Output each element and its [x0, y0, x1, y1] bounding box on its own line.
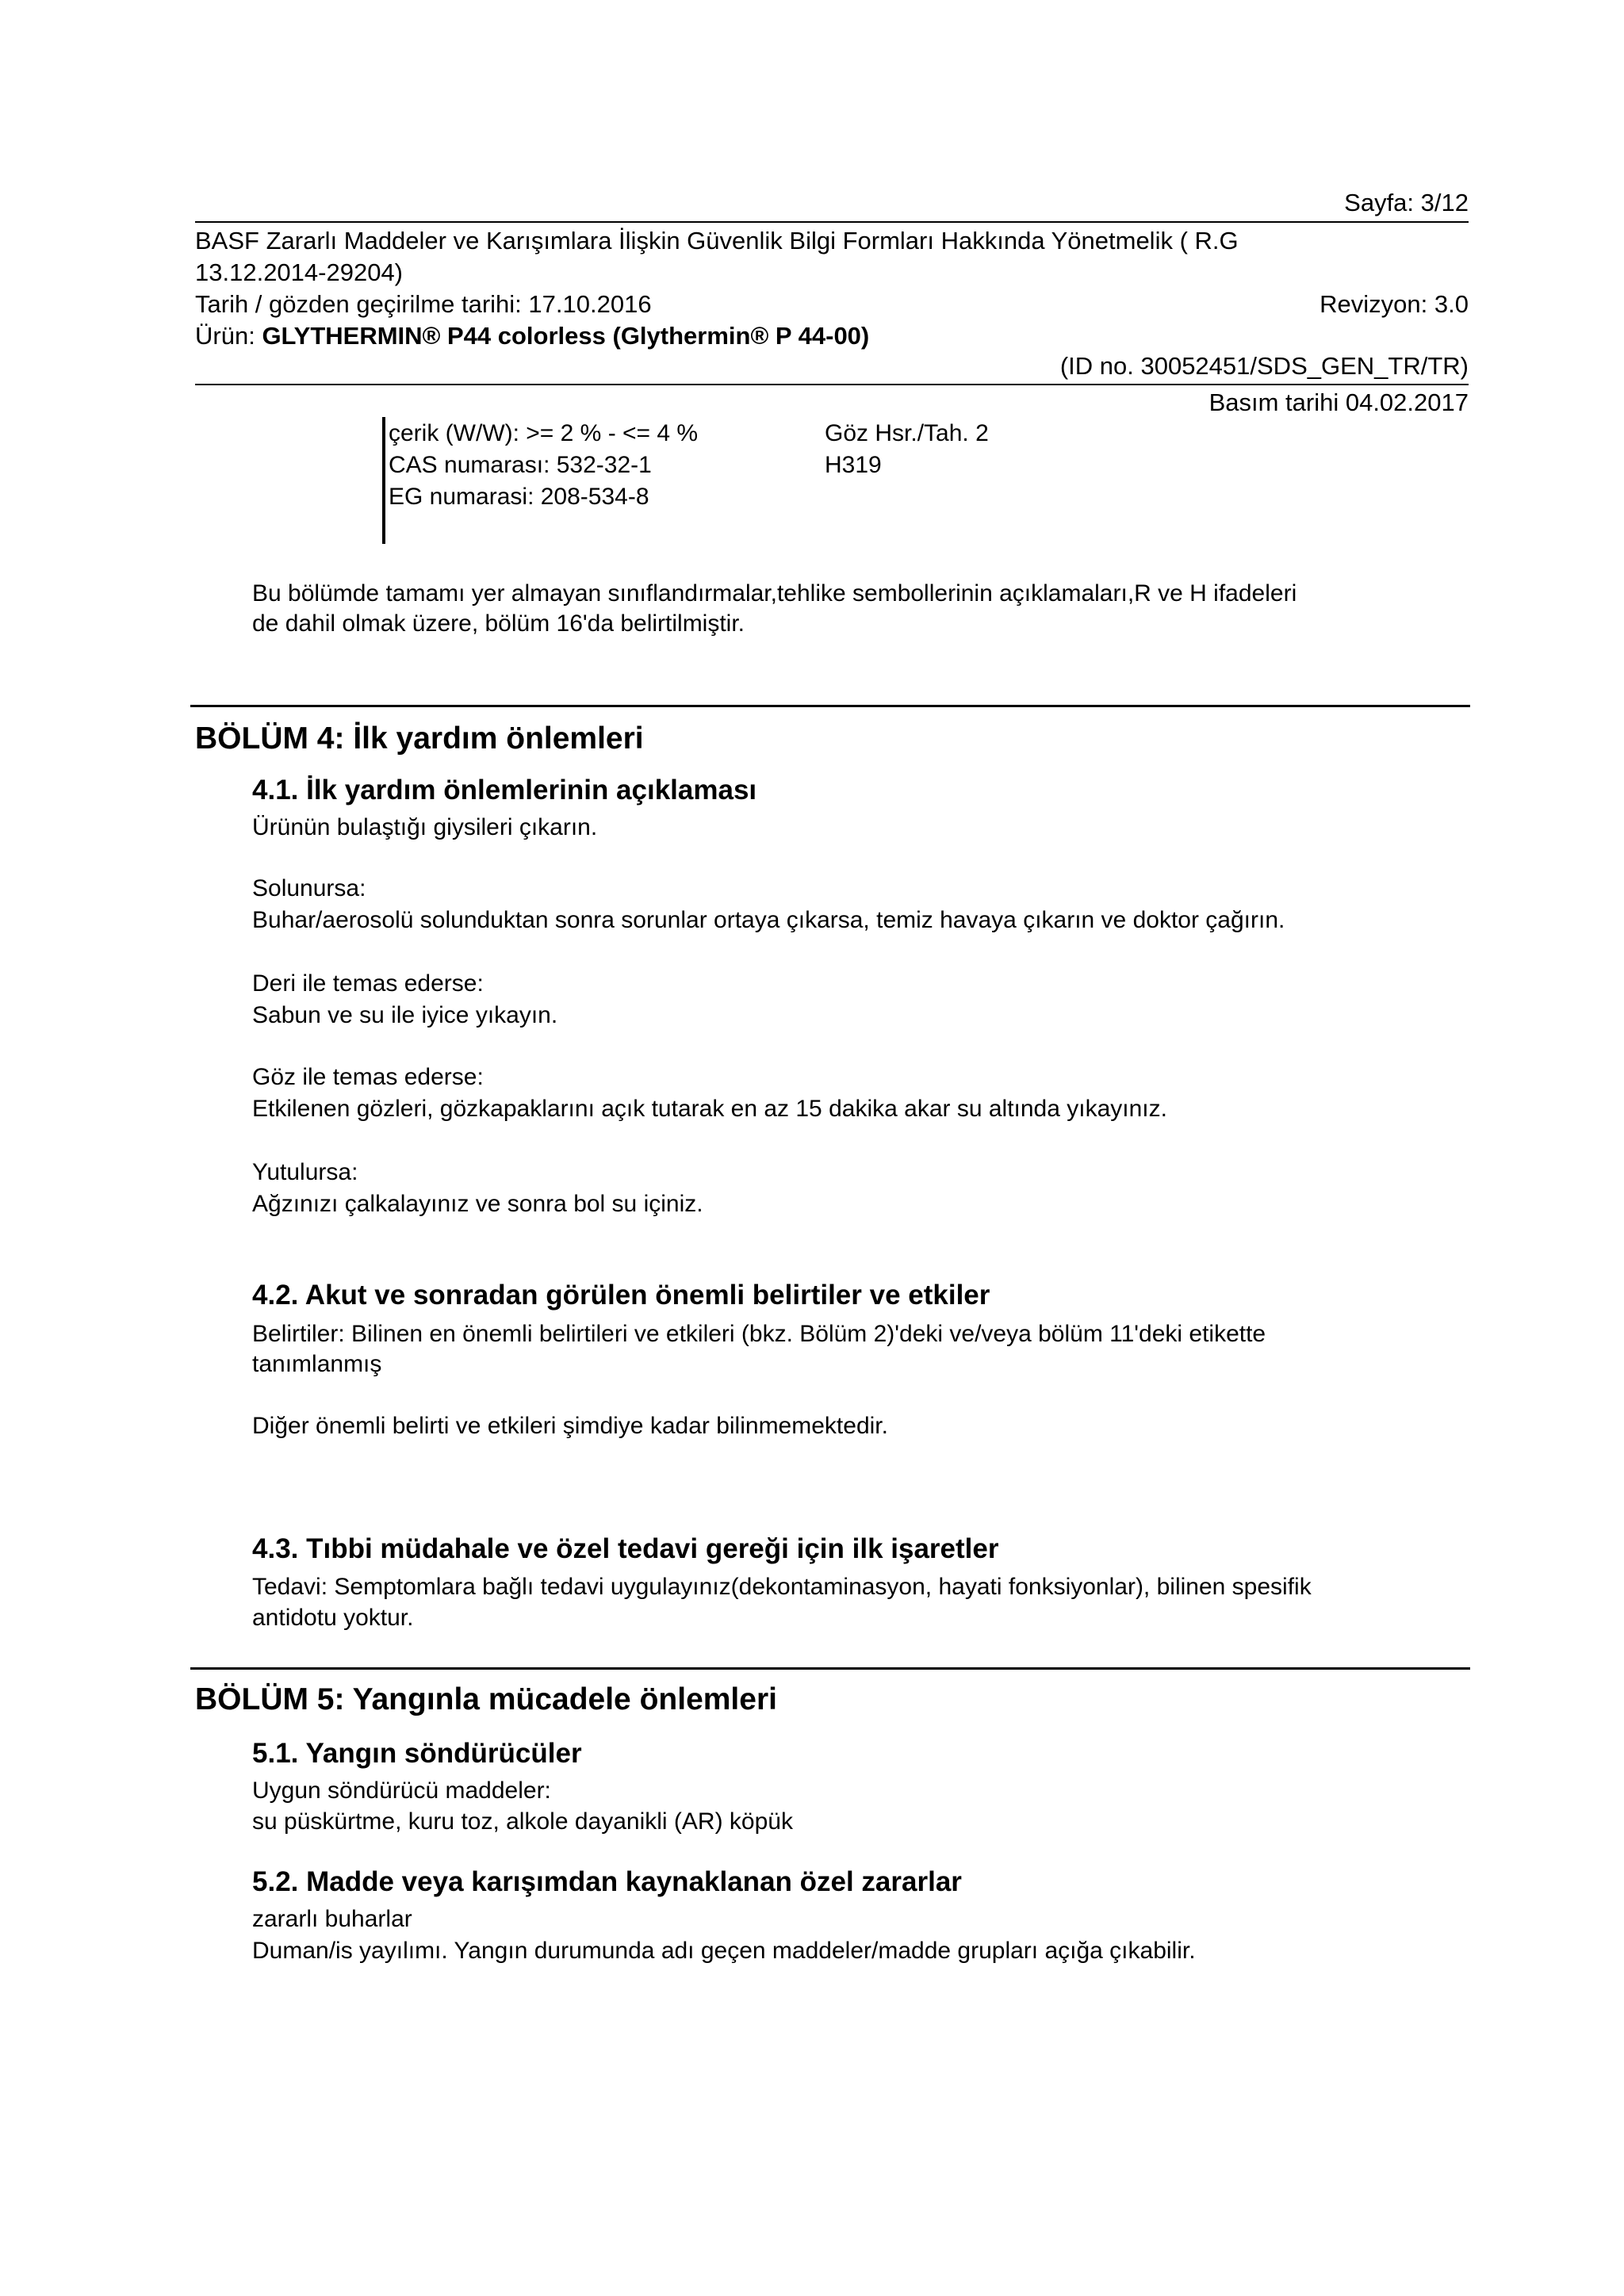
s42-line-2: tanımlanmış: [252, 1351, 382, 1377]
product-label: Ürün:: [195, 322, 255, 350]
s42-title: 4.2. Akut ve sonradan görülen önemli belirtiler ve etkiler: [252, 1280, 990, 1311]
id-number: (ID no. 30052451/SDS_GEN_TR/TR): [1059, 352, 1469, 380]
s52-line-1: zararlı buharlar: [252, 1906, 412, 1932]
note-line-1: Bu bölümde tamamı yer almayan sınıflandırmalar,tehlike sembollerinin açıklamaları,R ve H ifadeleri: [252, 580, 1297, 607]
component-bar: [382, 417, 385, 544]
component-eg: EG numarasi: 208-534-8: [389, 484, 649, 510]
s41-skin-text: Sabun ve su ile iyice yıkayın.: [252, 1002, 558, 1028]
s41-intro: Ürünün bulaştığı giysileri çıkarın.: [252, 814, 598, 840]
revision-date: Tarih / gözden geçirilme tarihi: 17.10.2016: [195, 290, 652, 318]
revision-number: Revizyon: 3.0: [1320, 290, 1469, 318]
section5-title: BÖLÜM 5: Yangınla mücadele önlemleri: [195, 1682, 777, 1716]
s52-title: 5.2. Madde veya karışımdan kaynaklanan özel zararlar: [252, 1866, 962, 1897]
product-name: GLYTHERMIN® P44 colorless (Glythermin® P 44-00): [262, 322, 870, 350]
s41-skin-label: Deri ile temas ederse:: [252, 970, 484, 997]
s41-swallow-text: Ağzınızı çalkalayınız ve sonra bol su içiniz.: [252, 1191, 703, 1217]
s42-other: Diğer önemli belirti ve etkileri şimdiye kadar bilinmemektedir.: [252, 1413, 888, 1439]
component-cas: CAS numarası: 532-32-1: [389, 452, 652, 478]
s43-line-2: antidotu yoktur.: [252, 1605, 414, 1631]
s52-line-2: Duman/is yayılımı. Yangın durumunda adı geçen maddeler/madde grupları açığa çıkabilir.: [252, 1938, 1196, 1964]
s42-line-1: Belirtiler: Bilinen en önemli belirtileri ve etkileri (bkz. Bölüm 2)'deki ve/veya bölüm 11'deki etikette: [252, 1321, 1266, 1347]
page-number: Sayfa: 3/12: [1344, 189, 1469, 216]
s41-inhale-text: Buhar/aerosolü solunduktan sonra sorunlar ortaya çıkarsa, temiz havaya çıkarın ve doktor çağırın.: [252, 907, 1285, 933]
s41-eye-label: Göz ile temas ederse:: [252, 1064, 484, 1090]
s51-text: su püskürtme, kuru toz, alkole dayanikli (AR) köpük: [252, 1808, 793, 1835]
note-line-2: de dahil olmak üzere, bölüm 16'da belirtilmiştir.: [252, 610, 745, 637]
regulation-line-2: 13.12.2014-29204): [195, 258, 404, 286]
header-rule-top: [195, 221, 1469, 223]
s41-eye-text: Etkilenen gözleri, gözkapaklarını açık tutarak en az 15 dakika akar su altında yıkayınız.: [252, 1096, 1167, 1122]
s41-swallow-label: Yutulursa:: [252, 1159, 358, 1185]
section4-title: BÖLÜM 4: İlk yardım önlemleri: [195, 721, 644, 756]
s41-title: 4.1. İlk yardım önlemlerinin açıklaması: [252, 775, 757, 806]
s43-title: 4.3. Tıbbi müdahale ve özel tedavi gereği için ilk işaretler: [252, 1533, 999, 1564]
section4-rule: [190, 705, 1470, 707]
s51-title: 5.1. Yangın söndürücüler: [252, 1738, 582, 1769]
s43-line-1: Tedavi: Semptomlara bağlı tedavi uygulayınız(dekontaminasyon, hayati fonksiyonlar), bilinen spesifik: [252, 1574, 1312, 1600]
header-rule-bottom: [195, 384, 1469, 385]
print-date: Basım tarihi 04.02.2017: [1208, 388, 1469, 416]
section5-rule: [190, 1667, 1470, 1670]
s51-label: Uygun söndürücü maddeler:: [252, 1777, 551, 1804]
regulation-line-1: BASF Zararlı Maddeler ve Karışımlara İlişkin Güvenlik Bilgi Formları Hakkında Yönetmelik ( R.G: [195, 227, 1239, 254]
hazard-code: H319: [825, 452, 882, 478]
s41-inhale-label: Solunursa:: [252, 875, 366, 901]
component-content: çerik (W/W): >= 2 % - <= 4 %: [389, 420, 699, 446]
hazard-class: Göz Hsr./Tah. 2: [825, 420, 989, 446]
product-line: [195, 320, 869, 352]
